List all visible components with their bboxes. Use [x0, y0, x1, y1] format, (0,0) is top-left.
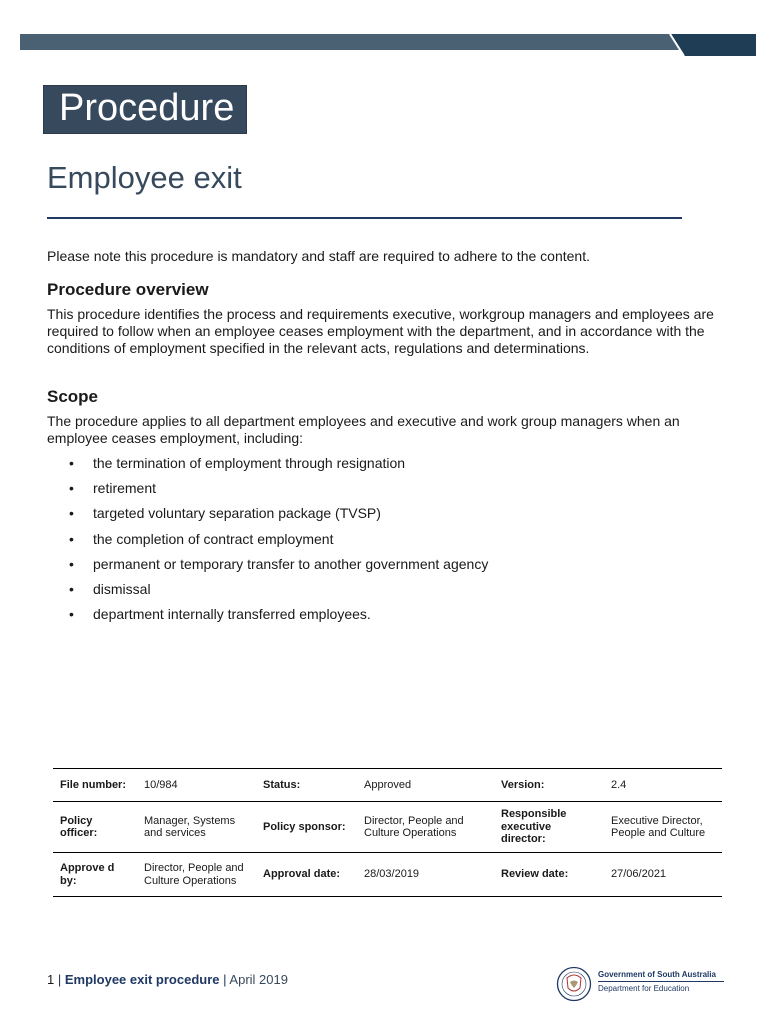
- document-type-badge: Procedure: [43, 85, 247, 134]
- list-item: • the completion of contract employment: [69, 530, 334, 547]
- approval-date-value: 28/03/2019: [357, 853, 494, 897]
- footer-separator: |: [223, 972, 227, 987]
- table-row: [53, 769, 722, 802]
- scope-heading: Scope: [47, 387, 99, 406]
- policy-sponsor-value: Director, People and Culture Operations: [357, 802, 494, 853]
- footer-separator: |: [57, 972, 62, 987]
- review-date-label: Review date:: [494, 853, 604, 897]
- scope-list: [47, 453, 697, 629]
- government-logo: [556, 966, 726, 1004]
- responsible-director-label: Responsible executive director:: [494, 802, 604, 853]
- policy-officer-value: Manager, Systems and services: [137, 802, 256, 853]
- file-number-value: 10/984: [137, 769, 256, 802]
- table-row: [53, 802, 722, 853]
- document-details-table: [53, 768, 722, 897]
- approval-date-label: Approval date:: [256, 853, 357, 897]
- list-item: • permanent or temporary transfer to another government agency: [69, 555, 489, 572]
- bullet-icon: •: [69, 480, 74, 497]
- overview-heading: Procedure overview: [47, 280, 209, 299]
- status-label: Status:: [256, 769, 357, 802]
- version-value: 2.4: [604, 769, 722, 802]
- page-number: 1: [47, 972, 55, 987]
- bullet-icon: •: [69, 606, 74, 623]
- list-item: • dismissal: [69, 580, 151, 597]
- south-australia-crest-icon: [556, 966, 592, 1002]
- title-divider: [47, 217, 682, 219]
- list-item: • department internally transferred employees.: [69, 606, 371, 623]
- list-item: • retirement: [69, 480, 157, 497]
- bullet-icon: •: [69, 530, 74, 547]
- bullet-icon: •: [69, 580, 74, 597]
- approved-by-label: Approve d by:: [53, 853, 137, 897]
- page-footer: [47, 972, 288, 987]
- footer-date: April 2019: [229, 972, 288, 987]
- bullet-icon: •: [69, 455, 74, 471]
- file-number-label: File number:: [53, 769, 137, 802]
- table-row: [53, 853, 722, 897]
- list-item: • the termination of employment through resignation: [69, 455, 406, 471]
- policy-officer-label: Policy officer:: [53, 802, 137, 853]
- scope-intro: The procedure applies to all department employees and executive and work group managers when an employee ceases employment, including:: [47, 413, 680, 446]
- status-value: Approved: [357, 769, 494, 802]
- approved-by-value: Director, People and Culture Operations: [137, 853, 256, 897]
- logo-department-text: Department for Education: [598, 984, 690, 993]
- responsible-director-value: Executive Director, People and Culture: [604, 802, 722, 853]
- overview-body: This procedure identifies the process and requirements executive, workgroup managers and employees are required to follow when an employee ceases employment with the department, and in accordance with the conditions of employment specified in the relevant acts, regulations and determinations.: [47, 306, 714, 356]
- list-item: • targeted voluntary separation package (TVSP): [69, 505, 381, 522]
- mandatory-notice: Please note this procedure is mandatory and staff are required to adhere to the content.: [47, 248, 590, 264]
- bullet-icon: •: [69, 505, 74, 522]
- header-banner-bar: [20, 34, 756, 56]
- bullet-icon: •: [69, 555, 74, 572]
- logo-government-text: Government of South Australia: [598, 970, 716, 979]
- version-label: Version:: [494, 769, 604, 802]
- logo-divider: [598, 981, 724, 982]
- policy-sponsor-label: Policy sponsor:: [256, 802, 357, 853]
- review-date-value: 27/06/2021: [604, 853, 722, 897]
- page-title: Employee exit: [47, 160, 242, 195]
- footer-document-name: Employee exit procedure: [64, 972, 220, 987]
